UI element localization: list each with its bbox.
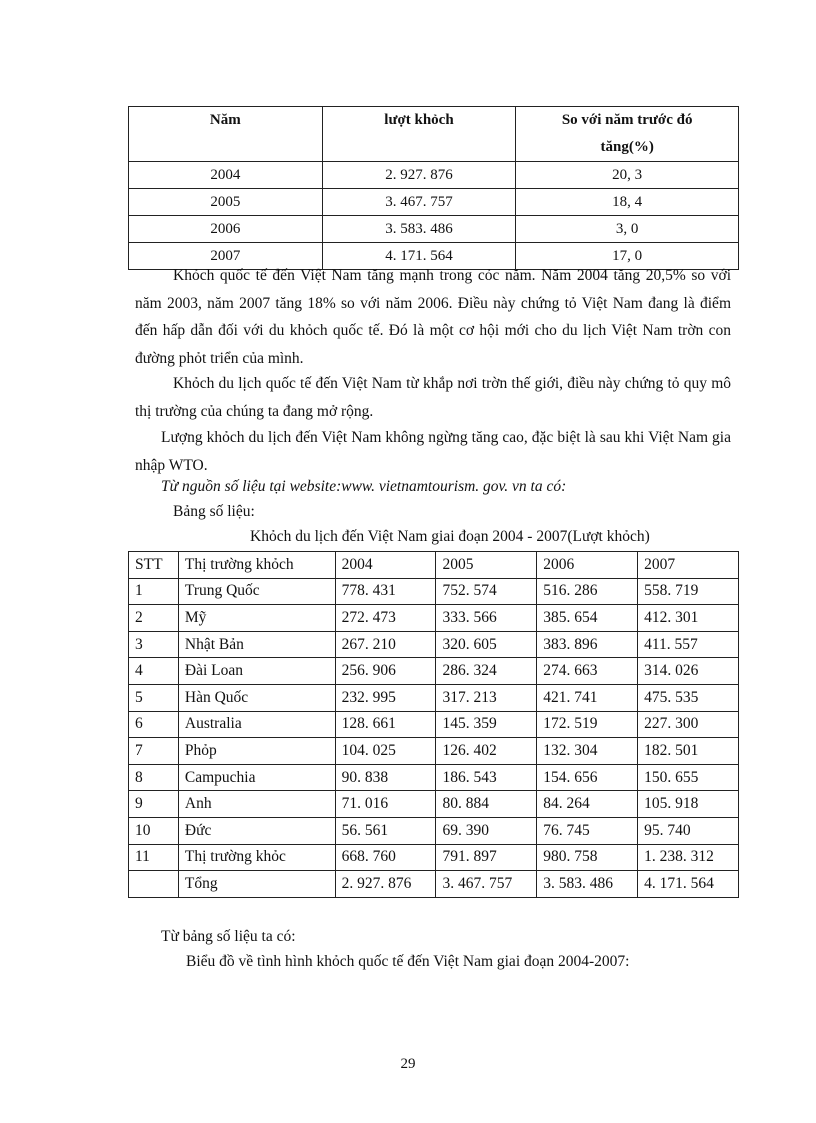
table-cell: Đài Loan [178,658,335,685]
table-row [129,605,739,632]
header-2007: 2007 [638,552,739,579]
table-cell: 18, 4 [516,189,739,216]
table-cell: 778. 431 [335,578,436,605]
table-cell: 8 [129,764,179,791]
table-cell: 154. 656 [537,764,638,791]
table-cell: Mỹ [178,605,335,632]
table-cell: Đức [178,817,335,844]
table-cell: 3. 467. 757 [322,189,516,216]
table-cell: 4. 171. 564 [638,871,739,898]
header-growth [516,107,739,162]
table-cell: 267. 210 [335,631,436,658]
table-cell: 1. 238. 312 [638,844,739,871]
table-cell: 3. 467. 757 [436,871,537,898]
table-cell: 20, 3 [516,162,739,189]
header-visitors: lượt khỏch [322,107,516,162]
table-cell: 182. 501 [638,738,739,765]
header-2005: 2005 [436,552,537,579]
table-row [129,162,739,189]
table-cell: 2004 [129,162,323,189]
source-line: Từ nguồn số liệu tại website:www. vietnamtourism. gov. vn ta có: [161,478,567,495]
table-cell: Hàn Quốc [178,684,335,711]
table-cell: 80. 884 [436,791,537,818]
table-row [129,684,739,711]
header-growth-line1: So với năm trước đó [561,112,693,128]
table-cell: 558. 719 [638,578,739,605]
table-cell: 412. 301 [638,605,739,632]
table-cell: 232. 995 [335,684,436,711]
table-cell: 1 [129,578,179,605]
table-cell: 69. 390 [436,817,537,844]
table-cell: 317. 213 [436,684,537,711]
table-cell: 5 [129,684,179,711]
header-2004: 2004 [335,552,436,579]
table-cell: 90. 838 [335,764,436,791]
table-cell: 980. 758 [537,844,638,871]
paragraph-wto: Lượng khỏch du lịch đến Việt Nam không ngừng tăng cao, đặc biệt là sau khi Việt Nam gia nhập WTO. [135,429,731,474]
growth-table [128,106,739,270]
table-cell: 186. 543 [436,764,537,791]
table-cell: Phỏp [178,738,335,765]
paragraph-markets: Khỏch du lịch quốc tế đến Việt Nam từ khắp nơi trờn thế giới, điều này chứng tỏ quy mô thị trường của chúng ta đang mở rộng. [135,375,731,420]
table-cell: 6 [129,711,179,738]
table-row [129,791,739,818]
header-market: Thị trường khỏch [178,552,335,579]
table-cell: 320. 605 [436,631,537,658]
table-row [129,578,739,605]
table-cell: 10 [129,817,179,844]
table-cell: 286. 324 [436,658,537,685]
table-cell: 314. 026 [638,658,739,685]
after-table-text: Từ bảng số liệu ta có: [161,928,296,945]
table-cell: 76. 745 [537,817,638,844]
table-cell: 516. 286 [537,578,638,605]
table-cell: 7 [129,738,179,765]
header-2006: 2006 [537,552,638,579]
table-cell: 475. 535 [638,684,739,711]
table-row [129,711,739,738]
table-cell: 3, 0 [516,216,739,243]
table-cell: 17, 0 [516,243,739,270]
table-cell: 2. 927. 876 [322,162,516,189]
page-number: 29 [400,1056,416,1072]
table-label: Bảng số liệu: [173,503,255,520]
table-cell: 95. 740 [638,817,739,844]
table-cell: 126. 402 [436,738,537,765]
market-table-header [129,552,739,579]
header-stt: STT [129,552,179,579]
table-cell: Nhật Bản [178,631,335,658]
table-cell: 84. 264 [537,791,638,818]
table-cell: 791. 897 [436,844,537,871]
table-cell: Australia [178,711,335,738]
table-cell: 256. 906 [335,658,436,685]
table-row [129,216,739,243]
header-year: Năm [129,107,323,162]
table-row [129,764,739,791]
table-cell: 333. 566 [436,605,537,632]
table-cell: 9 [129,791,179,818]
table-row [129,658,739,685]
table-cell: 4. 171. 564 [322,243,516,270]
table-cell: 421. 741 [537,684,638,711]
table-cell: 4 [129,658,179,685]
table-cell: 227. 300 [638,711,739,738]
table-cell: 383. 896 [537,631,638,658]
table-cell: 104. 025 [335,738,436,765]
table-cell [129,871,179,898]
table-cell: 3. 583. 486 [537,871,638,898]
table-cell: 2007 [129,243,323,270]
chart-intro-text: Biểu đồ về tình hình khỏch quốc tế đến Việt Nam giai đoạn 2004-2007: [186,953,630,970]
table-cell: 132. 304 [537,738,638,765]
table-cell: Tổng [178,871,335,898]
growth-table-header [129,107,739,162]
table-row [129,844,739,871]
table-cell: 668. 760 [335,844,436,871]
table-cell: 411. 557 [638,631,739,658]
table-title: Khỏch du lịch đến Việt Nam giai đoạn 2004 - 2007(Lượt khỏch) [250,528,650,545]
table-cell: 3 [129,631,179,658]
table-cell: 56. 561 [335,817,436,844]
table-row [129,871,739,898]
paragraph-growth: Khỏch quốc tế đến Việt Nam tăng mạnh trong cỏc năm. Năm 2004 tăng 20,5% so với năm 2003, năm 2007 tăng 18% so với năm 2006. Điều này chứng tỏ Việt Nam đang là điểm đến hấp dẫn đối với du khỏch quốc tế. Đó là một cơ hội mới cho du lịch Việt Nam trờn con đường phỏt triển của mình. [135,267,731,367]
market-table [128,551,739,898]
header-growth-line2: tăng(%) [600,139,654,155]
table-cell: Thị trường khỏc [178,844,335,871]
table-cell: 2005 [129,189,323,216]
table-cell: Anh [178,791,335,818]
table-cell: 752. 574 [436,578,537,605]
table-cell: 11 [129,844,179,871]
table-cell: 274. 663 [537,658,638,685]
table-cell: 2006 [129,216,323,243]
table-cell: 2. 927. 876 [335,871,436,898]
table-cell: 105. 918 [638,791,739,818]
table-cell: 385. 654 [537,605,638,632]
table-cell: 145. 359 [436,711,537,738]
table-row [129,189,739,216]
table-cell: 71. 016 [335,791,436,818]
table-cell: 272. 473 [335,605,436,632]
table-cell: 128. 661 [335,711,436,738]
table-cell: Campuchia [178,764,335,791]
table-row [129,738,739,765]
table-cell: 2 [129,605,179,632]
table-cell: 3. 583. 486 [322,216,516,243]
table-row [129,817,739,844]
table-row [129,631,739,658]
table-cell: 150. 655 [638,764,739,791]
table-cell: Trung Quốc [178,578,335,605]
table-cell: 172. 519 [537,711,638,738]
